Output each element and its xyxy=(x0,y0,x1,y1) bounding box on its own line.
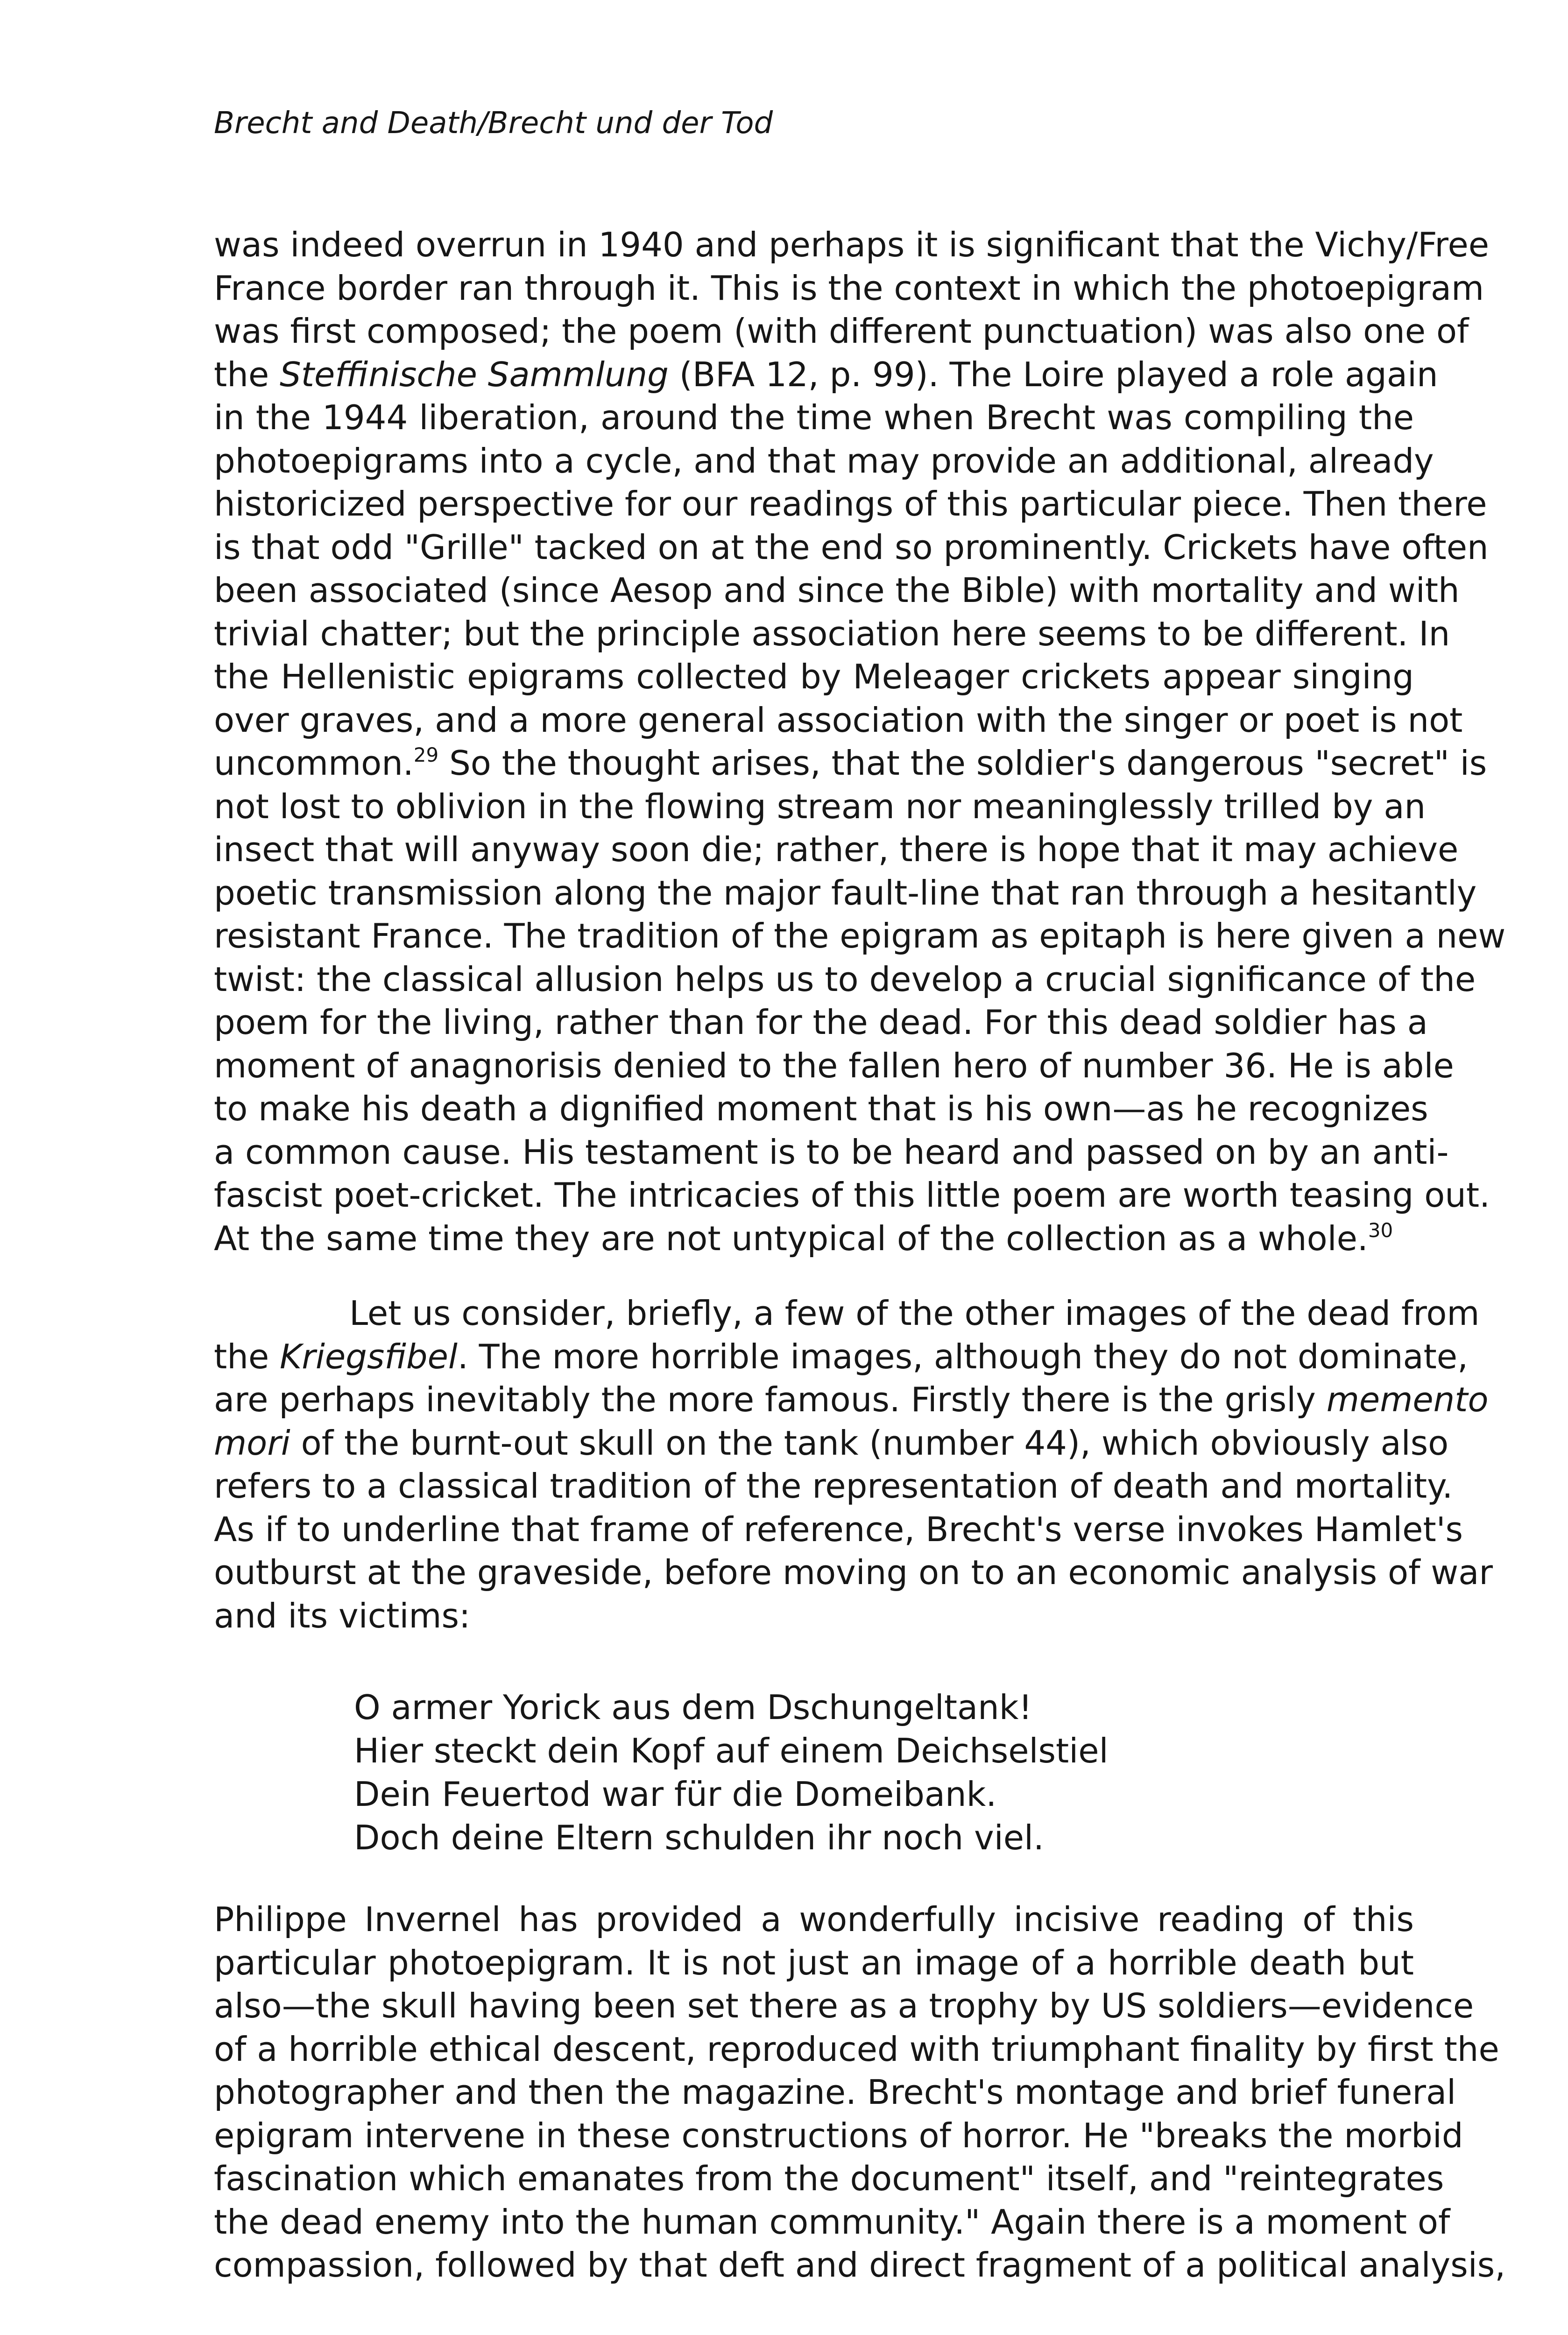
text-line: poem for the living, rather than for the dead. For this dead soldier has a xyxy=(214,1003,1428,1042)
italic-title-kriegsfibel: Kriegsfibel xyxy=(280,1337,458,1376)
text-line: was first composed; the poem (with different punctuation) was also one of xyxy=(214,311,1469,351)
text-line: twist: the classical allusion helps us to develop a crucial significance of the xyxy=(214,959,1476,999)
verse-line: Hier steckt dein Kopf auf einem Deichselstiel xyxy=(354,1731,1109,1770)
text-line: the Hellenistic epigrams collected by Meleager crickets appear singing xyxy=(214,657,1414,696)
text-line: insect that will anyway soon die; rather, there is hope that it may achieve xyxy=(214,830,1459,869)
text-line: refers to a classical tradition of the representation of death and mortality. xyxy=(214,1466,1453,1506)
text-line: in the 1944 liberation, around the time when Brecht was compiling the xyxy=(214,398,1414,437)
running-head: Brecht and Death/Brecht und der Tod xyxy=(214,106,773,141)
italic-phrase: memento xyxy=(1326,1380,1489,1419)
italic-phrase: mori xyxy=(214,1423,290,1463)
verse-line: Doch deine Eltern schulden ihr noch viel. xyxy=(354,1818,1044,1857)
text-line: and its victims: xyxy=(214,1596,471,1635)
text-line: poetic transmission along the major fault-line that ran through a hesitantly xyxy=(214,873,1477,913)
verse-line: Dein Feuertod war für die Domeibank. xyxy=(354,1775,997,1814)
text-line: fascist poet-cricket. The intricacies of this little poem are worth teasing out. xyxy=(214,1175,1490,1215)
text-line: fascination which emanates from the document" itself, and "reintegrates xyxy=(214,2159,1444,2198)
text-line: trivial chatter; but the principle association here seems to be different. In xyxy=(214,614,1450,653)
paragraph-2 xyxy=(214,1292,1493,1637)
text-line: moment of anagnorisis denied to the fallen hero of number 36. He is able xyxy=(214,1046,1454,1085)
text-line: uncommon.$^{29}$ So the thought arises, that the soldier's dangerous "secret" is xyxy=(214,743,1487,783)
text-line: of a horrible ethical descent, reproduced with triumphant finality by first the xyxy=(214,2029,1499,2069)
text-line: over graves, and a more general association with the singer or poet is not xyxy=(214,700,1463,740)
text-line: epigram intervene in these constructions of horror. He "breaks the morbid xyxy=(214,2116,1463,2155)
text-line: mori of the burnt-out skull on the tank (number 44), which obviously also xyxy=(214,1423,1449,1463)
paragraph-1 xyxy=(214,223,1506,1260)
text-line: a common cause. His testament is to be heard and passed on by an anti- xyxy=(214,1132,1449,1172)
text-line: was indeed overrun in 1940 and perhaps it is significant that the Vichy/Free xyxy=(214,225,1490,264)
text-line: also—the skull having been set there as a trophy by US soldiers—evidence xyxy=(214,1986,1474,2025)
text-line: France border ran through it. This is the context in which the photoepigram xyxy=(214,268,1484,308)
text-line: been associated (since Aesop and since the Bible) with mortality and with xyxy=(214,571,1460,610)
text-line: photographer and then the magazine. Brecht's montage and brief funeral xyxy=(214,2073,1456,2112)
text-line: As if to underline that frame of reference, Brecht's verse invokes Hamlet's xyxy=(214,1509,1463,1549)
text-line: Philippe Invernel has provided a wonderfully incisive reading of this xyxy=(214,1900,1414,1939)
text-line: particular photoepigram. It is not just an image of a horrible death but xyxy=(214,1943,1414,1982)
text-line: At the same time they are not untypical of the collection as a whole.$^{30}$ xyxy=(214,1218,1393,1258)
text-line: Let us consider, briefly, a few of the other images of the dead from xyxy=(349,1294,1480,1333)
footnote-ref-29: 29 xyxy=(413,743,439,766)
footnote-ref-30: 30 xyxy=(1368,1218,1393,1242)
text-line: photoepigrams into a cycle, and that may provide an additional, already xyxy=(214,441,1434,481)
text-line: are perhaps inevitably the more famous. Firstly there is the grisly memento xyxy=(214,1380,1489,1419)
text-line: resistant France. The tradition of the epigram as epitaph is here given a new xyxy=(214,916,1506,955)
verse-line: O armer Yorick aus dem Dschungeltank! xyxy=(354,1688,1032,1727)
text-line: historicized perspective for our readings of this particular piece. Then there xyxy=(214,484,1487,524)
paragraph-3 xyxy=(214,1898,1506,2287)
text-line: not lost to oblivion in the flowing stream nor meaninglessly trilled by an xyxy=(214,786,1426,826)
text-line: is that odd "Grille" tacked on at the end so prominently. Crickets have often xyxy=(214,527,1489,567)
text-line: to make his death a dignified moment that is his own—as he recognizes xyxy=(214,1089,1428,1128)
text-line: compassion, followed by that deft and direct fragment of a political analysis, xyxy=(214,2245,1506,2285)
italic-title-steffinische: Steffinische Sammlung xyxy=(280,354,669,394)
text-line: the Steffinische Sammlung (BFA 12, p. 99). The Loire played a role again xyxy=(214,354,1438,394)
text-line: the dead enemy into the human community." Again there is a moment of xyxy=(214,2202,1450,2242)
text-line: outburst at the graveside, before moving on to an economic analysis of war xyxy=(214,1553,1493,1592)
text-line: the Kriegsfibel. The more horrible images, although they do not dominate, xyxy=(214,1337,1468,1376)
verse-quotation xyxy=(354,1686,1109,1860)
